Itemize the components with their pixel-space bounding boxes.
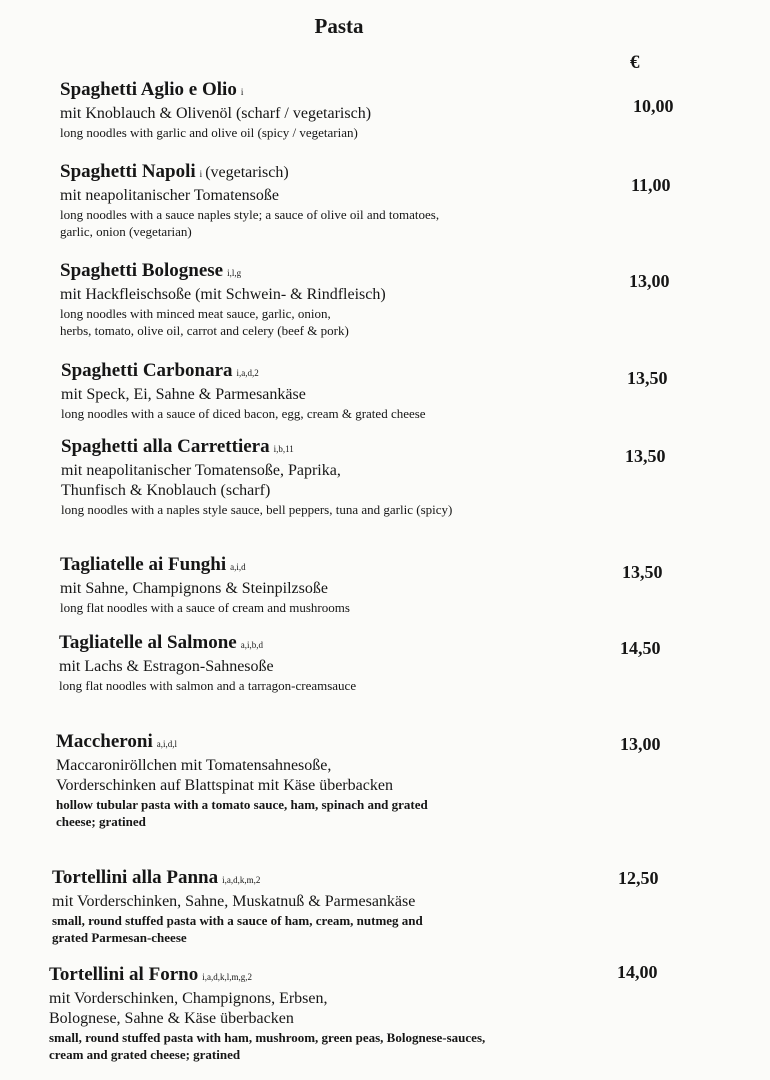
german-description: Vorderschinken auf Blattspinat mit Käse überbacken: [56, 777, 393, 794]
dish-name: Maccheroni: [56, 731, 153, 752]
german-description: mit neapolitanischer Tomatensoße, Paprika,: [61, 462, 341, 479]
english-description: herbs, tomato, olive oil, carrot and celery (beef & pork): [60, 323, 349, 338]
menu-item: [59, 631, 619, 694]
german-description: mit Sahne, Champignons & Steinpilzsoße: [60, 580, 328, 597]
menu-item: [52, 866, 612, 946]
menu-title: Pasta: [314, 14, 364, 38]
english-description: long noodles with a naples style sauce, bell peppers, tuna and garlic (spicy): [61, 502, 453, 517]
german-description: Bolognese, Sahne & Käse überbacken: [49, 1010, 294, 1027]
allergen-codes: i,b,11: [273, 444, 294, 454]
dish-price: 14,50: [620, 638, 661, 658]
dish-name: Spaghetti alla Carrettiera: [61, 436, 270, 457]
dish-title-row: [56, 730, 616, 756]
german-description: mit Lachs & Estragon-Sahnesoße: [59, 658, 274, 675]
dish-title-row: [49, 963, 609, 989]
dish-name: Spaghetti Aglio e Olio: [60, 79, 237, 100]
dish-price: 12,50: [618, 868, 659, 888]
dish-price: 13,00: [629, 271, 670, 291]
german-description: mit Speck, Ei, Sahne & Parmesankäse: [61, 386, 306, 403]
english-description: long flat noodles with a sauce of cream and mushrooms: [60, 600, 350, 615]
dish-note: (vegetarisch): [205, 164, 289, 181]
english-description: long noodles with a sauce of diced bacon, egg, cream & grated cheese: [61, 406, 426, 421]
allergen-codes: i,a,d,2: [236, 368, 259, 378]
menu-item: [60, 78, 620, 141]
german-description: Maccaroniröllchen mit Tomatensahnesoße,: [56, 757, 332, 774]
dish-price: 11,00: [631, 175, 671, 195]
menu-item: [61, 359, 621, 422]
dish-name: Tortellini alla Panna: [52, 867, 219, 888]
english-description: cheese; gratined: [56, 814, 146, 829]
menu-item: [60, 259, 620, 339]
dish-price: 14,00: [617, 962, 658, 982]
english-description: long flat noodles with salmon and a tarragon-creamsauce: [59, 678, 357, 693]
menu-item: [60, 160, 620, 240]
dish-name: Spaghetti Carbonara: [61, 360, 233, 381]
dish-title-row: [60, 78, 620, 104]
dish-price: 13,00: [620, 734, 661, 754]
german-description: mit Vorderschinken, Champignons, Erbsen,: [49, 990, 328, 1007]
dish-name: Tagliatelle ai Funghi: [60, 554, 227, 575]
english-description: small, round stuffed pasta with ham, mushroom, green peas, Bolognese-sauces,: [49, 1030, 486, 1045]
allergen-codes: i,l,g: [227, 268, 242, 278]
english-description: long noodles with a sauce naples style; a sauce of olive oil and tomatoes,: [60, 207, 440, 222]
dish-name: Tortellini al Forno: [49, 964, 199, 985]
dish-title-row: [61, 435, 621, 461]
allergen-codes: a,i,b,d: [240, 640, 263, 650]
menu-item: [49, 963, 609, 1063]
allergen-codes: i,a,d,k,l,m,g,2: [202, 972, 252, 982]
dish-title-row: [60, 259, 620, 285]
english-description: garlic, onion (vegetarian): [60, 224, 192, 239]
dish-title-row: [52, 866, 612, 892]
allergen-codes: i: [240, 87, 244, 97]
menu-item: [61, 435, 621, 518]
english-description: cream and grated cheese; gratined: [49, 1047, 241, 1062]
dish-price: 13,50: [622, 562, 663, 582]
dish-price: 13,50: [625, 446, 666, 466]
allergen-codes: a,i,d: [230, 562, 246, 572]
english-description: long noodles with minced meat sauce, garlic, onion,: [60, 306, 331, 321]
dish-title-row: [61, 359, 621, 385]
menu-item: [60, 553, 620, 616]
english-description: grated Parmesan-cheese: [52, 930, 187, 945]
dish-price: 10,00: [633, 96, 674, 116]
german-description: mit Knoblauch & Olivenöl (scharf / vegetarisch): [60, 105, 372, 122]
german-description: mit Vorderschinken, Sahne, Muskatnuß & Parmesankäse: [52, 893, 416, 910]
menu-item: [56, 730, 616, 830]
allergen-codes: a,i,d,l: [156, 739, 177, 749]
allergen-codes: i,a,d,k,m,2: [222, 875, 261, 885]
dish-name: Spaghetti Bolognese: [60, 260, 224, 281]
german-description: mit neapolitanischer Tomatensoße: [60, 187, 279, 204]
dish-name: Spaghetti Napoli: [60, 161, 196, 182]
dish-price: 13,50: [627, 368, 668, 388]
currency-symbol: €: [630, 52, 640, 73]
english-description: small, round stuffed pasta with a sauce of ham, cream, nutmeg and: [52, 913, 423, 928]
english-description: hollow tubular pasta with a tomato sauce, ham, spinach and grated: [56, 797, 428, 812]
dish-title-row: [60, 553, 620, 579]
dish-title-row: [60, 160, 620, 186]
english-description: long noodles with garlic and olive oil (spicy / vegetarian): [60, 125, 358, 140]
allergen-codes: i: [199, 169, 203, 179]
dish-name: Tagliatelle al Salmone: [59, 632, 237, 653]
german-description: mit Hackfleischsoße (mit Schwein- & Rindfleisch): [60, 286, 386, 303]
dish-title-row: [59, 631, 619, 657]
german-description: Thunfisch & Knoblauch (scharf): [61, 482, 271, 499]
